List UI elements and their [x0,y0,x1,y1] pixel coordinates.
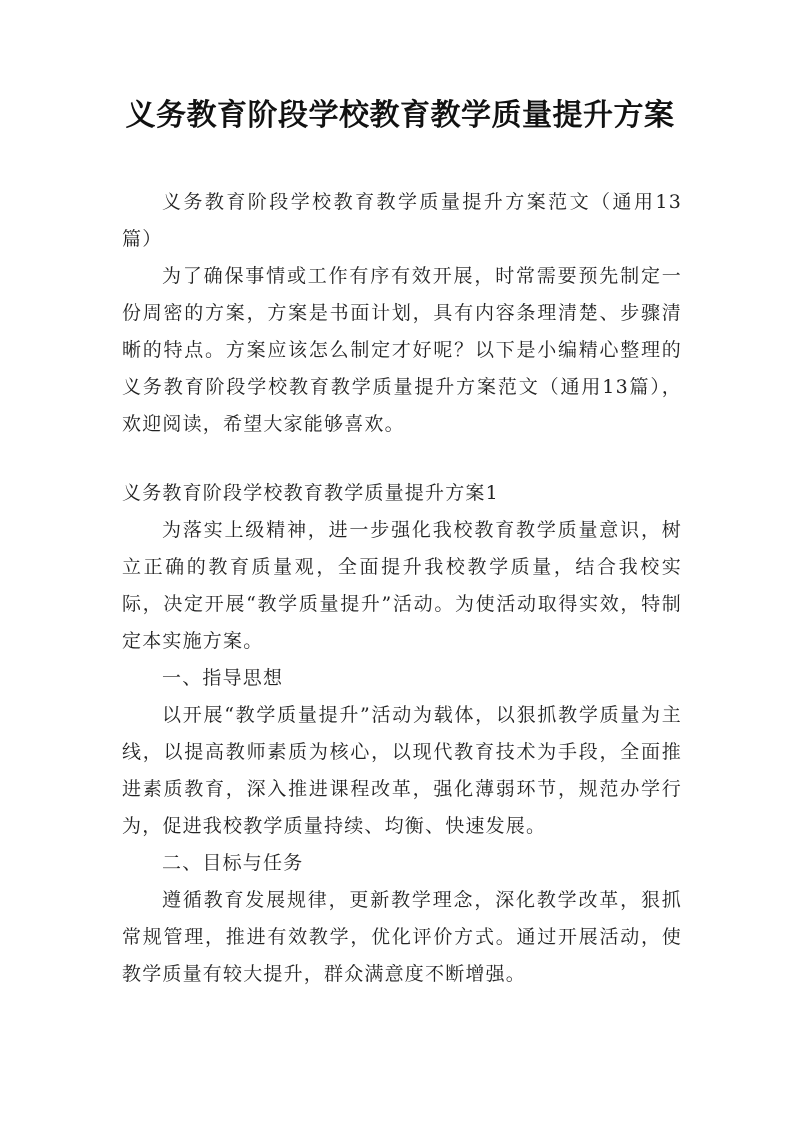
heading-guiding-thought: 一、指导思想 [162,667,284,689]
section-title: 义务教育阶段学校教育教学质量提升方案1 [122,482,499,504]
subtitle-paragraph: 义务教育阶段学校教育教学质量提升方案范文（通用13篇） [122,191,682,250]
document-title: 义务教育阶段学校教育教学质量提升方案 [125,98,675,133]
heading-goals-tasks: 二、目标与任务 [162,852,304,874]
document-body [122,184,682,993]
section-intro-paragraph: 为落实上级精神，进一步强化我校教育教学质量意识，树立正确的教育质量观，全面提升我校教学质量，结合我校实际，决定开展“教学质量提升”活动。为使活动取得实效，特制定本实施方案。 [122,519,682,652]
guiding-thought-paragraph: 以开展“教学质量提升”活动为载体，以狠抓教学质量为主线，以提高教师素质为核心，以现代教育技术为手段，全面推进素质教育，深入推进课程改革，强化薄弱环节，规范办学行为，促进我校教学质量持续、均衡、快速发展。 [122,704,682,837]
goals-tasks-paragraph: 遵循教育发展规律，更新教学理念，深化教学改革，狠抓常规管理，推进有效教学，优化评价方式。通过开展活动，使教学质量有较大提升，群众满意度不断增强。 [122,889,682,985]
intro-paragraph: 为了确保事情或工作有序有效开展，时常需要预先制定一份周密的方案，方案是书面计划，具有内容条理清楚、步骤清晰的特点。方案应该怎么制定才好呢？以下是小编精心整理的义务教育阶段学校教育教学质量提升方案范文（通用13篇），欢迎阅读，希望大家能够喜欢。 [122,265,682,435]
